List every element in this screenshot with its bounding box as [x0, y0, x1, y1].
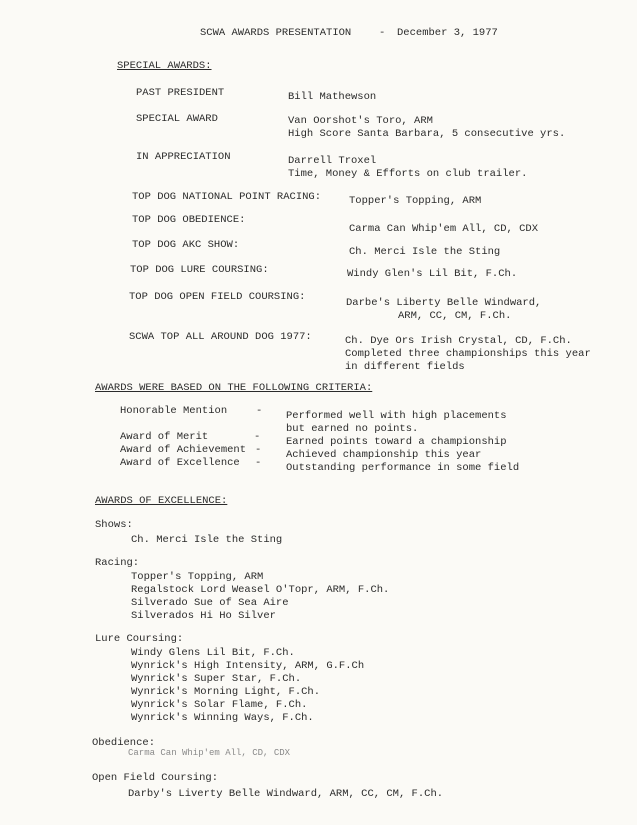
- criteria-description-line: Outstanding performance in some field: [286, 462, 520, 474]
- special-award-value: [288, 91, 376, 104]
- special-award-value: [349, 223, 538, 236]
- criteria-label: Honorable Mention: [120, 405, 228, 417]
- category-label: Open Field Coursing:: [92, 772, 219, 784]
- criteria-description: [286, 436, 507, 449]
- list-item: Silverados Hi Ho Silver: [131, 610, 276, 622]
- special-award-value-line: in different fields: [345, 361, 465, 373]
- criteria-dash: -: [255, 444, 262, 456]
- criteria-dash: -: [254, 431, 261, 443]
- list-item: Wynrick's Winning Ways, F.Ch.: [131, 712, 314, 724]
- criteria-dash: -: [255, 457, 262, 469]
- category-list: [131, 647, 364, 725]
- category-label: Racing:: [95, 557, 140, 569]
- special-award-label: PAST PRESIDENT: [136, 87, 225, 99]
- list-item: Silverado Sue of Sea Aire: [131, 597, 289, 609]
- list-item: Ch. Merci Isle the Sting: [131, 534, 283, 546]
- criteria-label: Award of Excellence: [120, 457, 240, 469]
- special-awards-heading: SPECIAL AWARDS:: [117, 60, 212, 72]
- list-item: Wynrick's High Intensity, ARM, G.F.Ch: [131, 660, 365, 672]
- category-label: Shows:: [95, 519, 133, 531]
- special-award-value-line: Windy Glen's Lil Bit, F.Ch.: [347, 268, 518, 280]
- list-item: Wynrick's Morning Light, F.Ch.: [131, 686, 321, 698]
- excellence-heading: AWARDS OF EXCELLENCE:: [95, 495, 228, 507]
- special-award-label: TOP DOG OPEN FIELD COURSING:: [129, 291, 306, 303]
- special-award-value-line: ARM, CC, CM, F.Ch.: [398, 310, 512, 322]
- criteria-label: Award of Merit: [120, 431, 209, 443]
- category-list: [128, 788, 443, 801]
- special-award-value-line: Darbe's Liberty Belle Windward,: [346, 297, 542, 309]
- special-award-value: [288, 115, 565, 141]
- list-item: Wynrick's Solar Flame, F.Ch.: [131, 699, 308, 711]
- special-award-label: IN APPRECIATION: [136, 151, 231, 163]
- document-title: SCWA AWARDS PRESENTATION: [200, 27, 352, 39]
- category-list: [131, 534, 282, 547]
- list-item: Windy Glens Lil Bit, F.Ch.: [131, 647, 295, 659]
- category-list: [131, 571, 389, 623]
- criteria-description-line: but earned no points.: [286, 423, 419, 435]
- title-dash: -: [379, 27, 386, 39]
- special-award-value-line: Darrell Troxel: [288, 155, 377, 167]
- special-award-value-line: Bill Mathewson: [288, 91, 377, 103]
- list-item: Darby's Liverty Belle Windward, ARM, CC, CM, F.Ch.: [128, 788, 444, 800]
- special-award-value-line: Ch. Dye Ors Irish Crystal, CD, F.Ch.: [345, 335, 572, 347]
- special-award-value: [349, 246, 500, 259]
- special-award-value-line: Time, Money & Efforts on club trailer.: [288, 168, 528, 180]
- special-award-label: TOP DOG AKC SHOW:: [132, 239, 240, 251]
- criteria-description: [286, 449, 481, 462]
- special-award-label: TOP DOG NATIONAL POINT RACING:: [132, 191, 322, 203]
- list-item: Carma Can Whip'em All, CD, CDX: [128, 748, 291, 758]
- special-award-value-line: Van Oorshot's Toro, ARM: [288, 115, 433, 127]
- criteria-description-line: Achieved championship this year: [286, 449, 482, 461]
- special-award-value-line: Carma Can Whip'em All, CD, CDX: [349, 223, 539, 235]
- criteria-dash: -: [256, 405, 263, 417]
- special-award-value-line: High Score Santa Barbara, 5 consecutive yrs.: [288, 128, 566, 140]
- category-list: [128, 747, 290, 760]
- special-award-value: [349, 195, 481, 208]
- criteria-heading: AWARDS WERE BASED ON THE FOLLOWING CRITERIA:: [95, 382, 373, 394]
- list-item: Topper's Topping, ARM: [131, 571, 264, 583]
- category-label: Lure Coursing:: [95, 633, 184, 645]
- category-label: Obedience:: [92, 737, 156, 749]
- list-item: Wynrick's Super Star, F.Ch.: [131, 673, 302, 685]
- special-award-value: [345, 335, 591, 374]
- criteria-description-line: Performed well with high placements: [286, 410, 507, 422]
- criteria-description: [286, 462, 519, 475]
- document-date: December 3, 1977: [397, 27, 498, 39]
- special-award-value: [288, 155, 527, 181]
- special-award-value-line: Topper's Topping, ARM: [349, 195, 482, 207]
- special-award-value-line: Completed three championships this year: [345, 348, 591, 360]
- special-award-value-line: Ch. Merci Isle the Sting: [349, 246, 501, 258]
- criteria-description: [286, 410, 507, 436]
- special-award-label: SPECIAL AWARD: [136, 113, 218, 125]
- special-award-value: [347, 268, 517, 281]
- special-award-label: SCWA TOP ALL AROUND DOG 1977:: [129, 331, 312, 343]
- criteria-description-line: Earned points toward a championship: [286, 436, 507, 448]
- criteria-label: Award of Achievement: [120, 444, 247, 456]
- special-award-label: TOP DOG OBEDIENCE:: [132, 214, 246, 226]
- special-award-label: TOP DOG LURE COURSING:: [130, 264, 269, 276]
- special-award-value: [346, 297, 541, 323]
- list-item: Regalstock Lord Weasel O'Topr, ARM, F.Ch.: [131, 584, 390, 596]
